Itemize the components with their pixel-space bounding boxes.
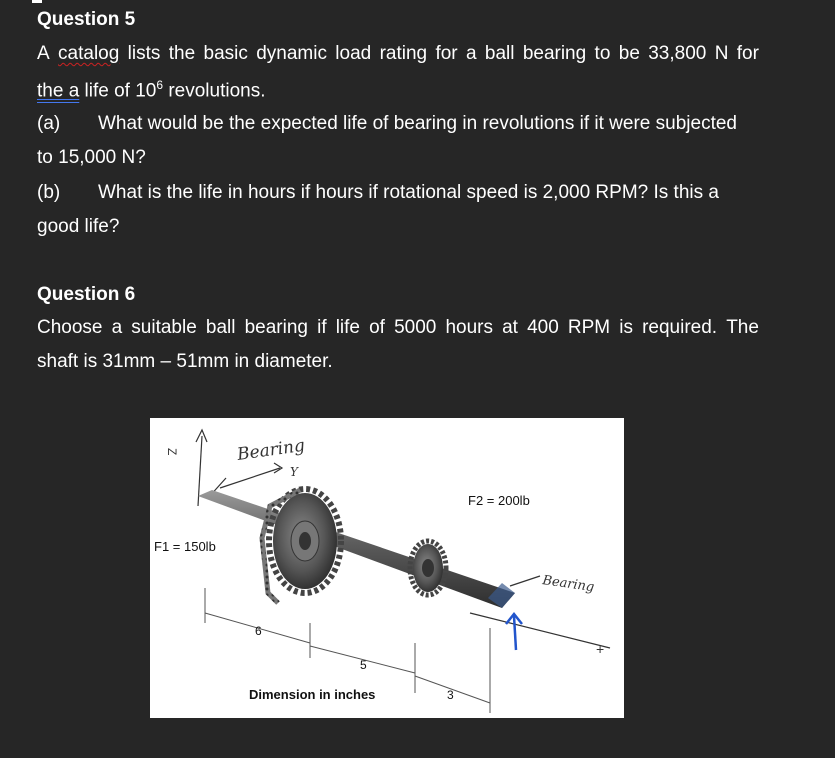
- q6-word: hours: [445, 317, 493, 338]
- exponent: 6: [156, 78, 164, 92]
- large-sprocket: [269, 489, 341, 593]
- q5-word: the: [168, 43, 196, 64]
- dimension-6-label: 6: [255, 624, 262, 638]
- handwritten-bearing-right: Bearing: [541, 573, 596, 596]
- q5-word: lists: [127, 43, 161, 64]
- y-axis-arrowhead: [274, 463, 282, 473]
- axis-z-label: Z: [165, 448, 179, 456]
- shaft-bearing-figure: [150, 418, 624, 718]
- bearing-pointer-right: [510, 576, 540, 586]
- question-5-title: Question 5: [37, 9, 136, 30]
- q5-word: dynamic: [256, 43, 327, 64]
- q5-word: be: [618, 43, 640, 64]
- q6-word: of: [369, 317, 385, 338]
- q5-word: rating: [379, 43, 428, 64]
- axis-sketch: [196, 430, 610, 648]
- small-sprocket: [410, 541, 446, 595]
- question-6-title: Question 6: [37, 284, 136, 305]
- x-axis-line: [470, 613, 610, 648]
- q5-part-a-cont: to 15,000 N?: [37, 147, 146, 168]
- dimension-caption: Dimension in inches: [249, 687, 376, 702]
- x-axis-cross-icon: +: [596, 641, 605, 657]
- q5-line-2: [37, 78, 266, 102]
- handwritten-bearing-left: Bearing: [235, 435, 307, 465]
- dimension-5-label: 5: [360, 658, 367, 672]
- q6-word: RPM: [567, 317, 611, 338]
- q6-word: The: [726, 317, 759, 338]
- part-a-text: What would be the expected life of bearing in revolutions if it were subjected: [98, 113, 737, 134]
- part-a-label: (a): [37, 113, 61, 134]
- q5-part-b: [37, 182, 719, 204]
- q5-word: ball: [484, 43, 515, 64]
- q6-word: 5000: [394, 317, 437, 338]
- q6-word: life: [335, 317, 360, 338]
- force-f1-label: F1 = 150lb: [154, 539, 216, 554]
- grammar-flag-the-a[interactable]: the a: [37, 80, 80, 102]
- spellcheck-word-catalog[interactable]: catalog: [58, 43, 120, 64]
- q5-word: 33,800: [648, 43, 707, 64]
- q5-line-1: [37, 43, 759, 65]
- part-b-text: What is the life in hours if hours if rotational speed is 2,000 RPM? Is this a: [98, 182, 719, 203]
- q6-word: if: [317, 317, 327, 338]
- q5-text: revolutions.: [163, 80, 266, 102]
- axis-y-label: Y: [290, 465, 298, 479]
- y-axis-line: [220, 468, 280, 488]
- q6-word: required.: [642, 317, 718, 338]
- q6-word: 400: [527, 317, 559, 338]
- q6-word: at: [502, 317, 518, 338]
- q5-word: for: [736, 43, 759, 64]
- q6-word: is: [619, 317, 633, 338]
- q6-line-2: shaft is 31mm – 51mm in diameter.: [37, 351, 333, 372]
- q5-word: A: [37, 43, 50, 64]
- q6-word: Choose: [37, 317, 103, 338]
- dimension-3-label: 3: [447, 688, 454, 702]
- q5-text: life of 10: [79, 80, 157, 102]
- q5-word: bearing: [522, 43, 587, 64]
- q5-part-a: [37, 113, 737, 135]
- q5-word: for: [435, 43, 458, 64]
- reaction-force-arrow: [506, 614, 522, 650]
- q5-word: to: [594, 43, 611, 64]
- q6-word: suitable: [131, 317, 197, 338]
- q6-word: bearing: [244, 317, 308, 338]
- q6-word: ball: [205, 317, 236, 338]
- q6-line-1: [37, 317, 759, 339]
- q5-word: basic: [203, 43, 248, 64]
- part-b-label: (b): [37, 182, 61, 203]
- text-cursor-mark: [32, 0, 42, 3]
- q5-part-b-cont: good life?: [37, 216, 120, 237]
- q6-word: a: [111, 317, 123, 338]
- q5-word: load: [335, 43, 372, 64]
- q5-word: a: [465, 43, 477, 64]
- q5-word: N: [714, 43, 729, 64]
- force-f2-label: F2 = 200lb: [468, 493, 530, 508]
